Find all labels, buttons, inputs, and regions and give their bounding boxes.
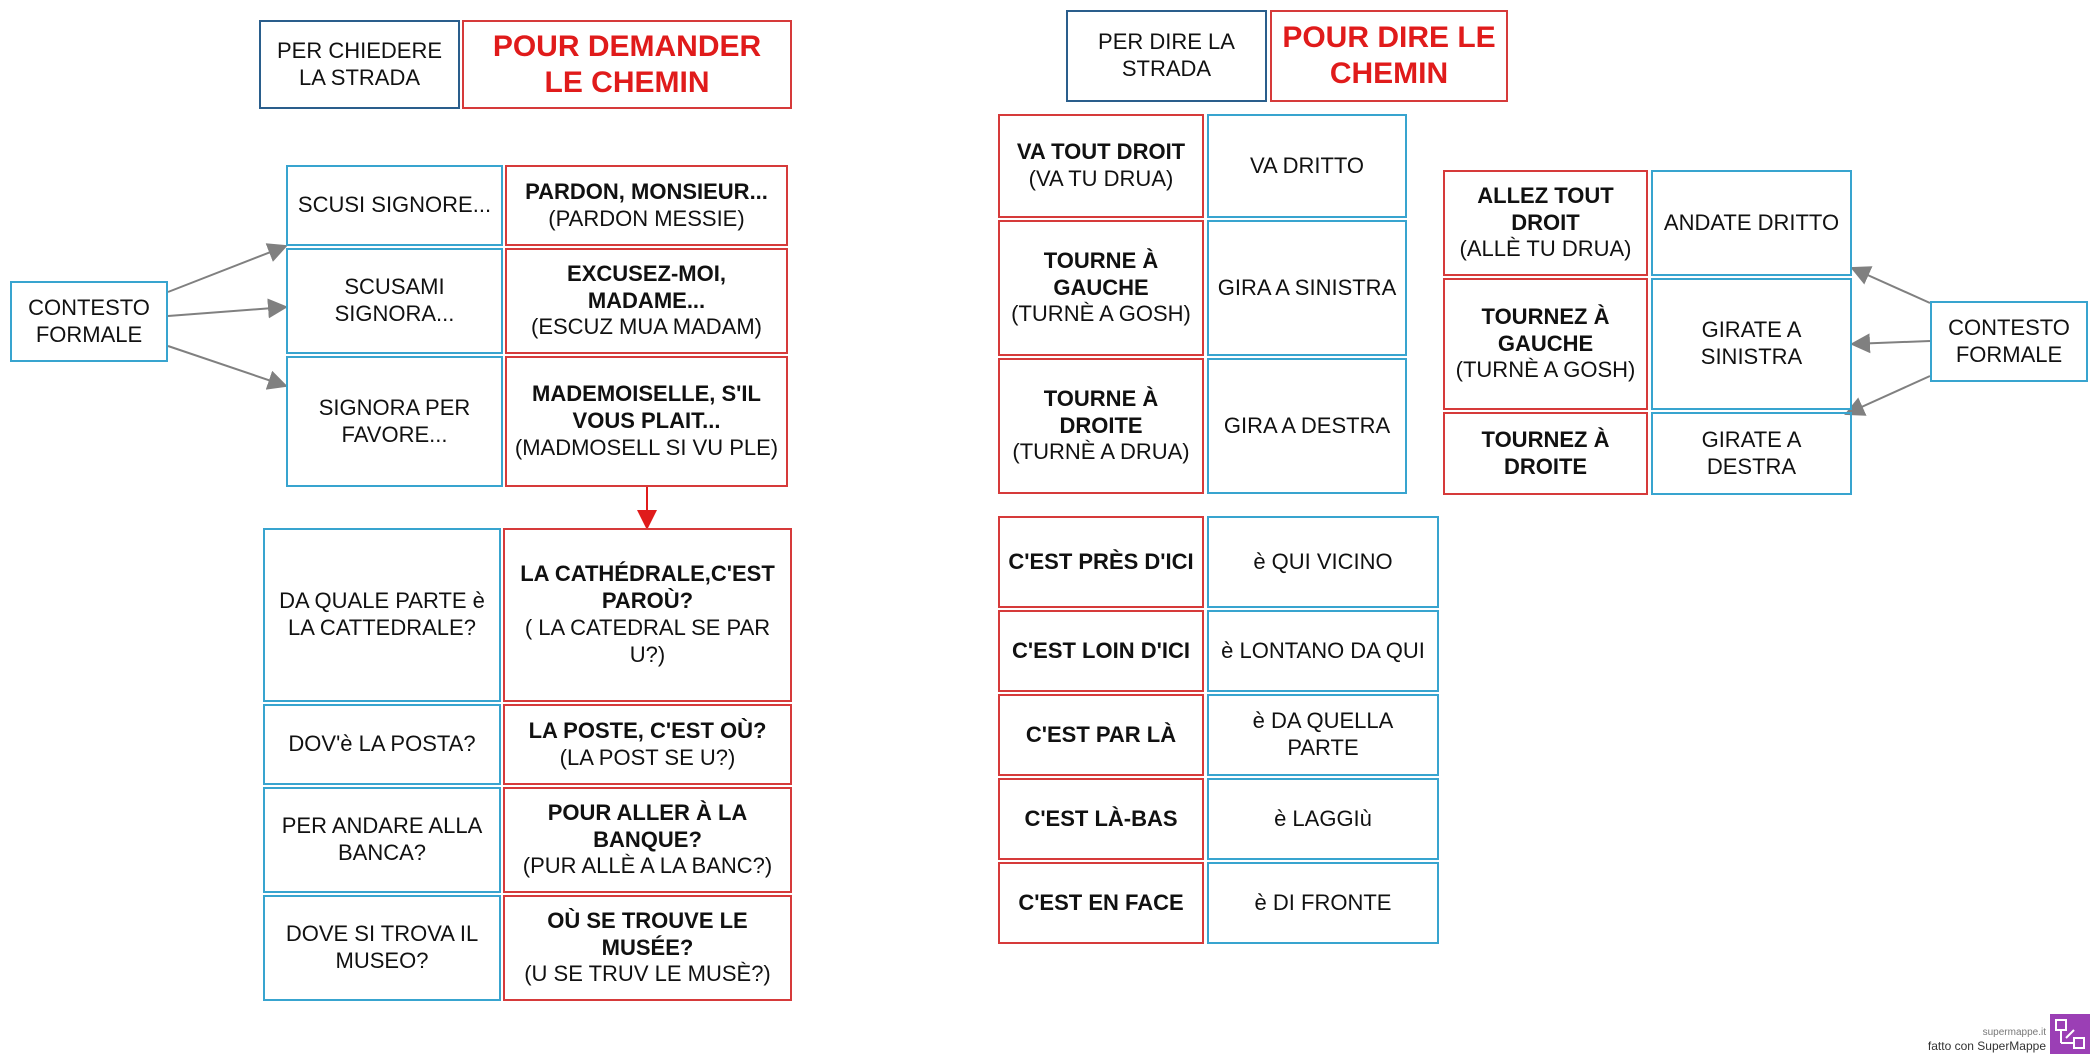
question-it-1: DA QUALE PARTE è LA CATTEDRALE? (263, 528, 501, 702)
formal-fr-1-pron: (ALLÈ TU DRUA) (1459, 236, 1632, 262)
place-fr-1 (998, 516, 1204, 608)
formal-fr-1 (1443, 170, 1648, 276)
question-fr-2-text: LA POSTE, C'EST OÙ? (528, 717, 767, 743)
watermark-text: fatto con SuperMappe (1927, 1038, 2046, 1053)
question-it-4: DOVE SI TROVA IL MUSEO? (263, 895, 501, 1001)
informal-fr-2-pron: (TURNÈ A GOSH) (1011, 301, 1191, 327)
greeting-fr-3 (505, 356, 788, 487)
place-fr-3 (998, 694, 1204, 776)
place-fr-4 (998, 778, 1204, 860)
greeting-it-2: SCUSAMI SIGNORA... (286, 248, 503, 354)
arrow-context-to-scusi (168, 246, 286, 292)
question-fr-4-text: OÙ SE TROUVE LE MUSÉE? (547, 907, 748, 960)
formal-fr-1-text: ALLEZ TOUT DROIT (1477, 182, 1614, 235)
greeting-fr-2-pron: (ESCUZ MUA MADAM) (531, 314, 762, 340)
arrow-context-to-girate-destra (1846, 376, 1930, 414)
greeting-fr-1-text: PARDON, MONSIEUR... (525, 178, 768, 204)
informal-fr-2-text: TOURNE À GAUCHE (1043, 247, 1159, 300)
header-pour-dire: POUR DIRE LE CHEMIN (1270, 10, 1508, 102)
greeting-fr-2-text: EXCUSEZ-MOI, MADAME... (567, 260, 726, 313)
question-fr-4 (503, 895, 792, 1001)
greeting-it-1: SCUSI SIGNORE... (286, 165, 503, 246)
greeting-it-3: SIGNORA PER FAVORE... (286, 356, 503, 487)
formal-fr-3 (1443, 412, 1648, 495)
greeting-fr-3-pron: (MADMOSELL SI VU PLE) (514, 434, 779, 460)
place-it-1: è QUI VICINO (1207, 516, 1439, 608)
formal-fr-2-pron: (TURNÈ A GOSH) (1455, 357, 1636, 383)
informal-it-1: VA DRITTO (1207, 114, 1407, 218)
informal-fr-3-text: TOURNE À DROITE (1043, 385, 1159, 438)
place-fr-5 (998, 862, 1204, 944)
header-per-chiedere: PER CHIEDERE LA STRADA (259, 20, 460, 109)
informal-fr-1 (998, 114, 1204, 218)
supermappe-logo-icon (2050, 1014, 2090, 1054)
place-fr-3-text: C'EST PAR LÀ (1025, 721, 1177, 747)
question-fr-3-pron: (PUR ALLÈ A LA BANC?) (522, 853, 773, 879)
greeting-fr-1 (505, 165, 788, 246)
formal-it-1: ANDATE DRITTO (1651, 170, 1852, 276)
formal-fr-3-text: TOURNEZ À DROITE (1481, 426, 1610, 479)
formal-it-2: GIRATE A SINISTRA (1651, 278, 1852, 410)
question-fr-1-pron: ( LA CATEDRAL SE PAR U?) (524, 615, 771, 667)
informal-it-3: GIRA A DESTRA (1207, 358, 1407, 494)
context-formale-left: CONTESTO FORMALE (10, 281, 168, 362)
place-fr-2 (998, 610, 1204, 692)
question-fr-2-pron: (LA POST SE U?) (559, 744, 736, 770)
header-per-dire: PER DIRE LA STRADA (1066, 10, 1267, 102)
greeting-fr-2 (505, 248, 788, 354)
formal-fr-2 (1443, 278, 1648, 410)
greeting-fr-1-pron: (PARDON MESSIE) (548, 205, 745, 231)
question-fr-3-text: POUR ALLER À LA BANQUE? (547, 799, 748, 852)
place-fr-5-text: C'EST EN FACE (1018, 889, 1184, 915)
header-pour-demander: POUR DEMANDER LE CHEMIN (462, 20, 792, 109)
question-it-2: DOV'è LA POSTA? (263, 704, 501, 785)
informal-fr-3 (998, 358, 1204, 494)
question-fr-2 (503, 704, 792, 785)
watermark (1928, 1027, 2046, 1053)
place-it-5: è DI FRONTE (1207, 862, 1439, 944)
context-formale-right: CONTESTO FORMALE (1930, 301, 2088, 382)
formal-it-3: GIRATE A DESTRA (1651, 412, 1852, 495)
informal-it-2: GIRA A SINISTRA (1207, 220, 1407, 356)
question-fr-1 (503, 528, 792, 702)
place-fr-2-text: C'EST LOIN D'ICI (1012, 637, 1190, 663)
question-fr-1-text: LA CATHÉDRALE,C'EST PAROÙ? (520, 561, 775, 614)
arrow-context-to-scusami (168, 307, 286, 316)
informal-fr-3-pron: (TURNÈ A DRUA) (1012, 439, 1190, 465)
arrow-context-to-girate-sinistra (1852, 341, 1930, 344)
place-it-2: è LONTANO DA QUI (1207, 610, 1439, 692)
place-fr-4-text: C'EST LÀ-BAS (1024, 805, 1178, 831)
place-it-4: è LAGGIù (1207, 778, 1439, 860)
informal-fr-1-text: VA TOUT DROIT (1016, 139, 1186, 165)
arrow-context-to-signora (168, 346, 286, 386)
place-fr-1-text: C'EST PRÈS D'ICI (1008, 548, 1194, 574)
informal-fr-1-pron: (VA TU DRUA) (1028, 166, 1174, 191)
greeting-fr-3-text: MADEMOISELLE, S'IL VOUS PLAIT... (532, 381, 761, 434)
arrow-context-to-andate (1852, 268, 1930, 303)
watermark-site: supermappe.it (1982, 1026, 2046, 1038)
question-fr-3 (503, 787, 792, 893)
question-it-3: PER ANDARE ALLA BANCA? (263, 787, 501, 893)
formal-fr-2-text: TOURNEZ À GAUCHE (1481, 303, 1610, 356)
informal-fr-2 (998, 220, 1204, 356)
place-it-3: è DA QUELLA PARTE (1207, 694, 1439, 776)
question-fr-4-pron: (U SE TRUV LE MUSÈ?) (524, 961, 771, 987)
